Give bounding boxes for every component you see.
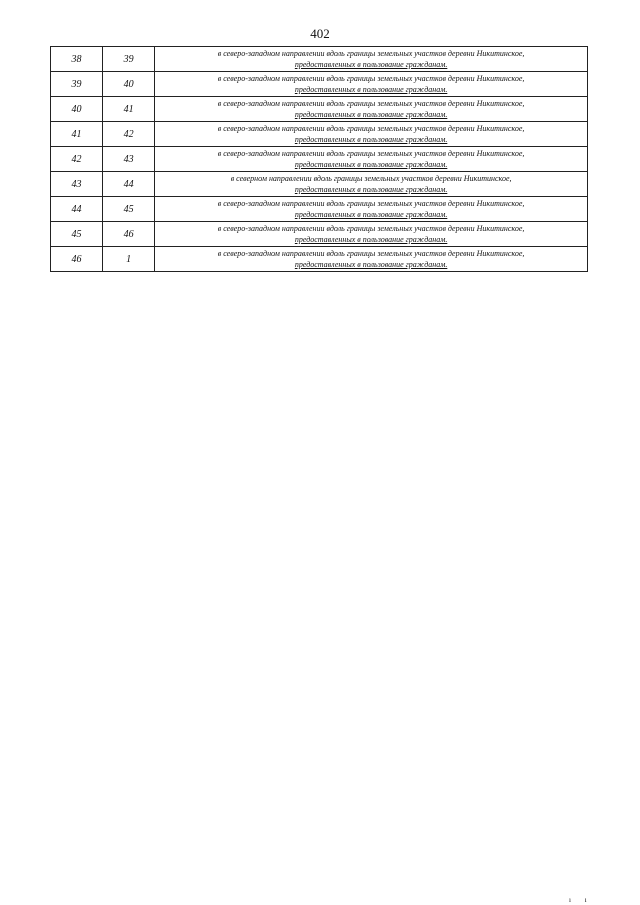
from-point-cell: 38 (51, 47, 103, 72)
table-row (51, 122, 588, 147)
from-point-cell: 45 (51, 222, 103, 247)
table-row (51, 147, 588, 172)
to-point-cell: 40 (103, 72, 155, 97)
from-point-cell: 40 (51, 97, 103, 122)
description-line-2: предоставленных в пользование гражданам. (294, 235, 448, 244)
page-number: 402 (310, 26, 330, 41)
to-point-cell: 43 (103, 147, 155, 172)
direction-description-cell (155, 247, 588, 272)
table-row (51, 72, 588, 97)
direction-description-cell (155, 197, 588, 222)
direction-description-cell (155, 122, 588, 147)
to-point-cell: 45 (103, 197, 155, 222)
from-point-cell: 41 (51, 122, 103, 147)
direction-description-cell (155, 47, 588, 72)
description-line-1: в северо-западном направлении вдоль границы земельных участков деревни Никитинское, (217, 199, 525, 208)
direction-description-cell (155, 97, 588, 122)
description-line-1: в северо-западном направлении вдоль границы земельных участков деревни Никитинское, (217, 149, 525, 158)
description-line-1: в северо-западном направлении вдоль границы земельных участков деревни Никитинское, (217, 74, 525, 83)
footer-scan-mark: ı ı (569, 896, 593, 904)
table-row (51, 197, 588, 222)
description-line-2: предоставленных в пользование гражданам. (294, 85, 448, 94)
direction-description-cell (155, 72, 588, 97)
from-point-cell: 43 (51, 172, 103, 197)
table-row (51, 97, 588, 122)
direction-description-cell (155, 222, 588, 247)
description-line-1: в северо-западном направлении вдоль границы земельных участков деревни Никитинское, (217, 99, 525, 108)
from-point-cell: 44 (51, 197, 103, 222)
table-row (51, 222, 588, 247)
description-line-1: в северо-западном направлении вдоль границы земельных участков деревни Никитинское, (217, 249, 525, 258)
description-line-2: предоставленных в пользование гражданам. (294, 135, 448, 144)
description-line-1: в северном направлении вдоль границы земельных участков деревни Никитинское, (230, 174, 512, 183)
to-point-cell: 42 (103, 122, 155, 147)
to-point-cell: 41 (103, 97, 155, 122)
from-point-cell: 39 (51, 72, 103, 97)
description-line-1: в северо-западном направлении вдоль границы земельных участков деревни Никитинское, (217, 49, 525, 58)
table-row (51, 47, 588, 72)
boundary-description-table (50, 46, 588, 272)
from-point-cell: 42 (51, 147, 103, 172)
table-row (51, 247, 588, 272)
table-row (51, 172, 588, 197)
description-line-2: предоставленных в пользование гражданам. (294, 110, 448, 119)
to-point-cell: 39 (103, 47, 155, 72)
direction-description-cell (155, 172, 588, 197)
to-point-cell: 1 (103, 247, 155, 272)
to-point-cell: 44 (103, 172, 155, 197)
description-line-2: предоставленных в пользование гражданам. (294, 160, 448, 169)
direction-description-cell (155, 147, 588, 172)
description-line-1: в северо-западном направлении вдоль границы земельных участков деревни Никитинское, (217, 124, 525, 133)
table-body (51, 47, 588, 272)
from-point-cell: 46 (51, 247, 103, 272)
description-line-2: предоставленных в пользование гражданам. (294, 210, 448, 219)
description-line-2: предоставленных в пользование гражданам. (294, 60, 448, 69)
description-line-2: предоставленных в пользование гражданам. (294, 260, 448, 269)
to-point-cell: 46 (103, 222, 155, 247)
description-line-1: в северо-западном направлении вдоль границы земельных участков деревни Никитинское, (217, 224, 525, 233)
description-line-2: предоставленных в пользование гражданам. (294, 185, 448, 194)
